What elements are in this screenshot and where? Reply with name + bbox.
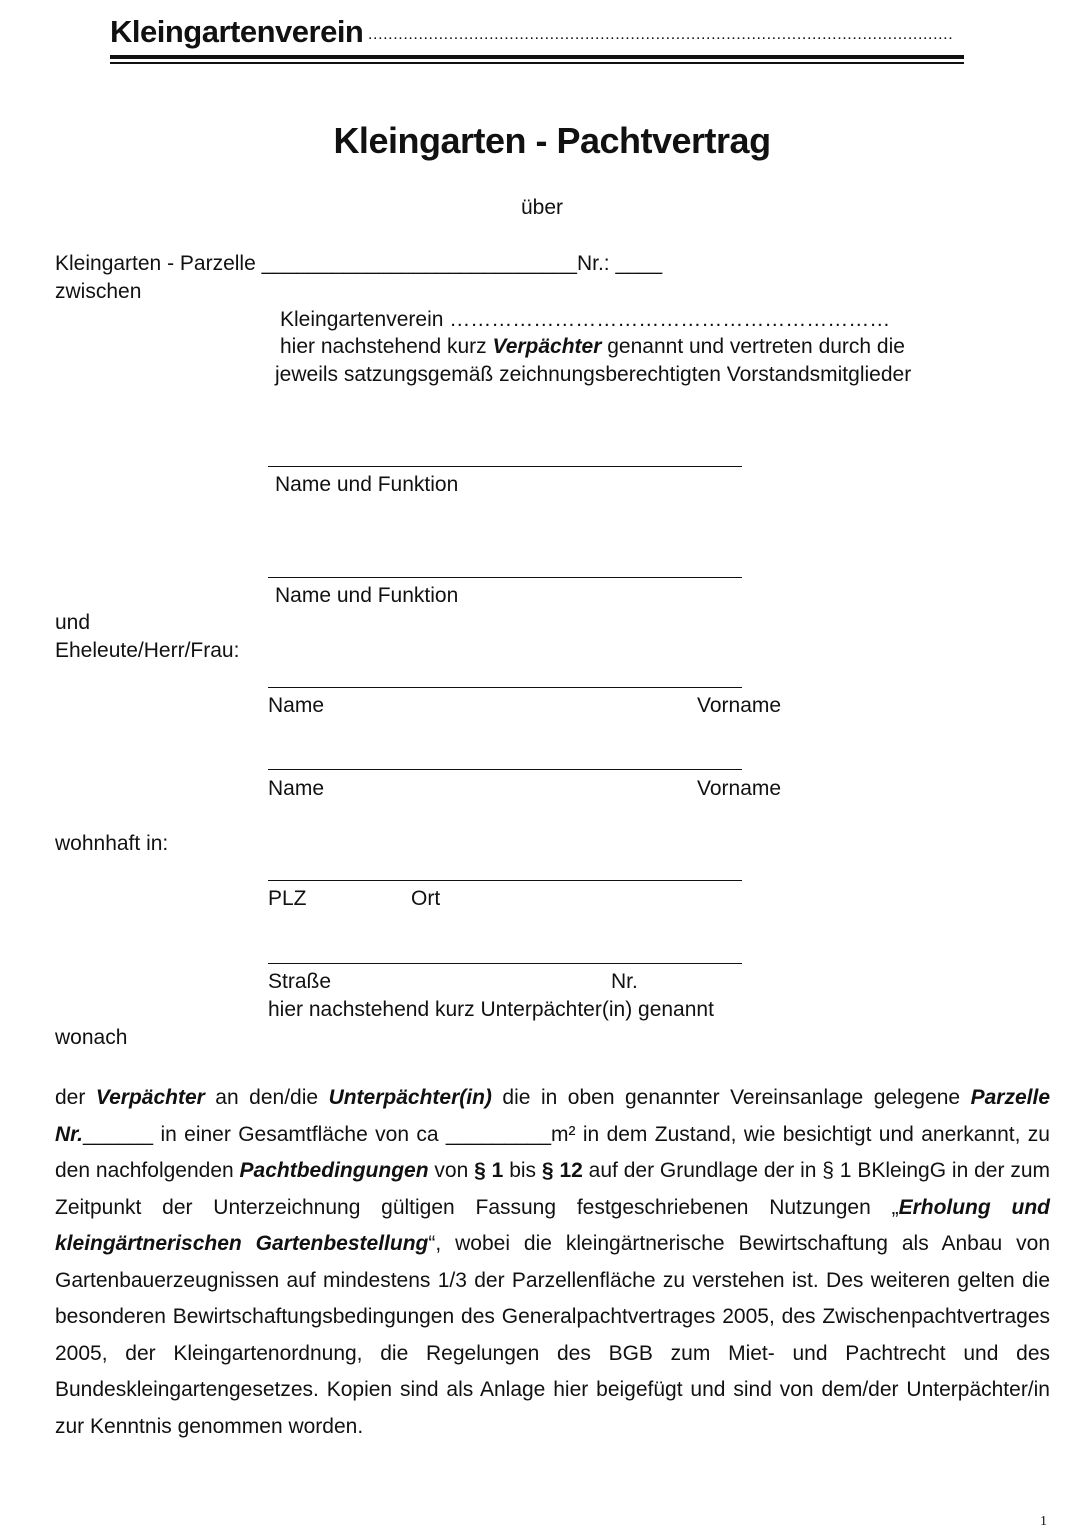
contract-paragraph <box>55 1080 1050 1445</box>
and-label: und <box>55 611 91 634</box>
plz-label: PLZ <box>268 887 307 910</box>
signature-line-1 <box>268 466 742 467</box>
lessor-line-1-post: genannt und vertreten durch die <box>601 335 905 358</box>
between-label: zwischen <box>55 280 142 303</box>
para-bold-tenant: Unterpächter(in) <box>328 1086 492 1109</box>
lessor-role: Verpächter <box>492 335 602 358</box>
para-bold-par12: § 12 <box>541 1159 583 1182</box>
address-line-1 <box>268 880 742 881</box>
tenant-line-2 <box>268 769 742 770</box>
para-text-3: die in oben genannter Vereinsanlage gelegene <box>491 1086 971 1109</box>
name-function-label-2: Name und Funktion <box>275 584 459 607</box>
para-text-2: an den/die <box>204 1086 329 1109</box>
parcel-line: Kleingarten - Parzelle ___________________________Nr.: ____ <box>55 252 663 275</box>
para-text-7: auf der Grundlage der in § 1 BKleingG in der zum Zeitpunkt der Unterzeichnung gültigen Fassung festgeschriebenen Nutzungen „ <box>55 1159 1050 1219</box>
whereby-label: wonach <box>55 1026 128 1049</box>
lessor-line-1-pre: hier nachstehend kurz <box>280 335 493 358</box>
tenant-note: hier nachstehend kurz Unterpächter(in) genannt <box>268 998 714 1021</box>
subtitle: über <box>521 196 564 219</box>
name-function-label-1: Name und Funktion <box>275 473 459 496</box>
para-bold-conditions: Pachtbedingungen <box>239 1159 429 1182</box>
tenant-line-1 <box>268 687 742 688</box>
lessor-line-1 <box>280 335 905 359</box>
resident-label: wohnhaft in: <box>55 832 169 855</box>
header-rule-thin <box>110 62 964 64</box>
document-title: Kleingarten - Pachtvertrag <box>333 120 771 161</box>
tenant-vorname-1-label: Vorname <box>697 694 782 717</box>
tenant-label: Eheleute/Herr/Frau: <box>55 639 240 662</box>
lessor-club-line: Kleingartenverein ……………………………………………………… <box>280 308 891 331</box>
street-nr-label: Nr. <box>611 970 638 993</box>
street-label: Straße <box>268 970 332 993</box>
para-bold-usage: Erholung und kleingärtnerischen Gartenbestellung <box>55 1195 1050 1255</box>
ort-label: Ort <box>411 887 441 910</box>
tenant-name-2-label: Name <box>268 777 325 800</box>
page-number: 1 <box>1040 1514 1047 1529</box>
para-bold-lessor: Verpächter <box>95 1086 205 1109</box>
tenant-name-1-label: Name <box>268 694 325 717</box>
para-bold-parcel: Parzelle Nr. <box>55 1086 1051 1146</box>
signature-line-2 <box>268 577 742 578</box>
lessor-line-2: jeweils satzungsgemäß zeichnungsberechtigten Vorstandsmitglieder <box>275 363 912 386</box>
header-dotted-line: .................................................................................................................... <box>368 26 954 43</box>
address-line-2 <box>268 963 742 964</box>
para-text-8: “, wobei die kleingärtnerische Bewirtschaftung als Anbau von Gartenbauerzeugnissen auf mindestens 1/3 der Parzellenfläche zu verstehen ist. Des weiteren gelten die besonderen Bewirtschaftungsbedingungen des Generalpachtvertrages 2005, des Zwischenpachtvertrages 2005, der Kleingartenordnung, die Regelungen des BGB zum Miet- und Pachtrecht und des Bundeskleingartengesetzes. Kopien sind als Anlage hier beigefügt und sind von dem/der Unterpächter/in zur Kenntnis genommen worden. <box>55 1232 1050 1438</box>
para-text-6: bis <box>503 1159 542 1182</box>
header-club-title: Kleingartenverein <box>110 14 364 49</box>
para-text-4: ______ in einer Gesamtfläche von ca _________m² in dem Zustand, wie besichtigt und anerkannt, zu den nachfolgenden <box>55 1122 1050 1182</box>
para-text-1: der <box>55 1086 96 1109</box>
para-text-5: von <box>428 1159 475 1182</box>
tenant-vorname-2-label: Vorname <box>697 777 782 800</box>
para-bold-par1: § 1 <box>474 1159 504 1182</box>
header-rule-thick <box>110 55 964 59</box>
